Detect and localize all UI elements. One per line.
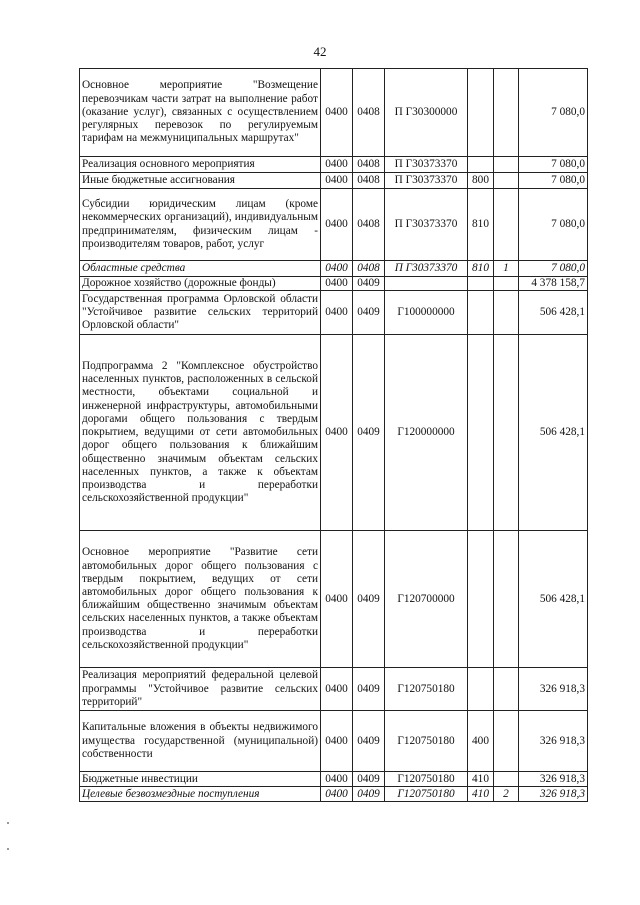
funding-source-cell: [494, 189, 519, 261]
amount-cell: 7 080,0: [519, 173, 588, 189]
subsection-code-cell: 0409: [353, 531, 385, 668]
expense-type-cell: [468, 531, 494, 668]
target-article-cell: Г120750180: [385, 711, 468, 772]
expense-type-cell: [468, 157, 494, 173]
subsection-code-cell: 0409: [353, 711, 385, 772]
expense-type-cell: 400: [468, 711, 494, 772]
target-article-cell: [385, 277, 468, 291]
funding-source-cell: [494, 531, 519, 668]
amount-cell: 4 378 158,7: [519, 277, 588, 291]
table-row: [80, 291, 588, 335]
table-row: [80, 772, 588, 787]
table-row: [80, 531, 588, 668]
section-code-cell: 0400: [321, 261, 353, 277]
table-row: [80, 157, 588, 173]
section-code-cell: 0400: [321, 277, 353, 291]
table-row: [80, 277, 588, 291]
funding-source-cell: [494, 772, 519, 787]
subsection-code-cell: 0408: [353, 189, 385, 261]
amount-cell: 326 918,3: [519, 668, 588, 711]
amount-cell: 506 428,1: [519, 335, 588, 531]
table-row: [80, 173, 588, 189]
amount-cell: 7 080,0: [519, 69, 588, 157]
row-name-cell: Областные средства: [80, 261, 321, 277]
section-code-cell: 0400: [321, 157, 353, 173]
row-name-cell: Дорожное хозяйство (дорожные фонды): [80, 277, 321, 291]
target-article-cell: Г120750180: [385, 668, 468, 711]
amount-cell: 7 080,0: [519, 261, 588, 277]
subsection-code-cell: 0409: [353, 277, 385, 291]
table-row: [80, 787, 588, 802]
section-code-cell: 0400: [321, 531, 353, 668]
expense-type-cell: 810: [468, 189, 494, 261]
subsection-code-cell: 0409: [353, 291, 385, 335]
row-name-cell: Субсидии юридическим лицам (кроме некоммерческих организаций), индивидуальным предпринимателям, физическим лицам - производителям товаров, работ, услуг: [80, 189, 321, 261]
funding-source-cell: [494, 173, 519, 189]
subsection-code-cell: 0408: [353, 261, 385, 277]
section-code-cell: 0400: [321, 772, 353, 787]
funding-source-cell: [494, 335, 519, 531]
subsection-code-cell: 0409: [353, 787, 385, 802]
target-article-cell: Г120000000: [385, 335, 468, 531]
section-code-cell: 0400: [321, 173, 353, 189]
table-row: [80, 189, 588, 261]
funding-source-cell: [494, 157, 519, 173]
funding-source-cell: [494, 277, 519, 291]
row-name-cell: Целевые безвозмездные поступления: [80, 787, 321, 802]
section-code-cell: 0400: [321, 335, 353, 531]
target-article-cell: П Г30373370: [385, 173, 468, 189]
target-article-cell: Г120700000: [385, 531, 468, 668]
section-code-cell: 0400: [321, 291, 353, 335]
expense-type-cell: [468, 69, 494, 157]
target-article-cell: П Г30373370: [385, 189, 468, 261]
subsection-code-cell: 0409: [353, 335, 385, 531]
table-row: [80, 261, 588, 277]
section-code-cell: 0400: [321, 189, 353, 261]
subsection-code-cell: 0408: [353, 157, 385, 173]
funding-source-cell: [494, 711, 519, 772]
table-row: [80, 69, 588, 157]
row-name-cell: Основное мероприятие "Развитие сети автомобильных дорог общего пользования с твердым покрытием, ведущих от сети автомобильных дорог общего пользования к ближайшим общественно значимым объектам сельских населенных пунктов, а также объектам производства и переработки сельскохозяйственной продукции": [80, 531, 321, 668]
section-code-cell: 0400: [321, 711, 353, 772]
table-row: [80, 711, 588, 772]
table-body: [80, 69, 588, 802]
funding-source-cell: [494, 668, 519, 711]
target-article-cell: Г100000000: [385, 291, 468, 335]
funding-source-cell: [494, 291, 519, 335]
target-article-cell: Г120750180: [385, 772, 468, 787]
row-name-cell: Реализация мероприятий федеральной целевой программы "Устойчивое развитие сельских территорий": [80, 668, 321, 711]
expense-type-cell: 410: [468, 787, 494, 802]
budget-table: [79, 68, 588, 802]
expense-type-cell: [468, 668, 494, 711]
expense-type-cell: [468, 291, 494, 335]
table-row: [80, 335, 588, 531]
amount-cell: 7 080,0: [519, 189, 588, 261]
amount-cell: 506 428,1: [519, 531, 588, 668]
row-name-cell: Реализация основного мероприятия: [80, 157, 321, 173]
amount-cell: 326 918,3: [519, 787, 588, 802]
target-article-cell: П Г30373370: [385, 157, 468, 173]
row-name-cell: Бюджетные инвестиции: [80, 772, 321, 787]
expense-type-cell: [468, 335, 494, 531]
target-article-cell: Г120750180: [385, 787, 468, 802]
row-name-cell: Основное мероприятие "Возмещение перевозчикам части затрат на выполнение работ (оказание услуг), связанных с осуществлением регулярных перевозок по регулируемым тарифам на межмуниципальных маршрутах": [80, 69, 321, 157]
amount-cell: 326 918,3: [519, 772, 588, 787]
row-name-cell: Государственная программа Орловской области "Устойчивое развитие сельских территорий Орловской области": [80, 291, 321, 335]
margin-mark: [7, 822, 9, 824]
funding-source-cell: [494, 69, 519, 157]
funding-source-cell: 1: [494, 261, 519, 277]
subsection-code-cell: 0408: [353, 69, 385, 157]
expense-type-cell: [468, 277, 494, 291]
margin-mark: [7, 848, 9, 850]
amount-cell: 7 080,0: [519, 157, 588, 173]
row-name-cell: Капитальные вложения в объекты недвижимого имущества государственной (муниципальной) собственности: [80, 711, 321, 772]
expense-type-cell: 810: [468, 261, 494, 277]
expense-type-cell: 410: [468, 772, 494, 787]
table-row: [80, 668, 588, 711]
subsection-code-cell: 0409: [353, 668, 385, 711]
row-name-cell: Иные бюджетные ассигнования: [80, 173, 321, 189]
amount-cell: 326 918,3: [519, 711, 588, 772]
row-name-cell: Подпрограмма 2 "Комплексное обустройство населенных пунктов, расположенных в сельской местности, объектами социальной и инженерной инфраструктуры, автомобильными дорогами общего пользования с твердым покрытием, ведущими от сети автомобильных дорог общего пользования к ближайшим общественно значимым объектам сельских населенных пунктов, а также к объектам производства и переработки сельскохозяйственной продукции": [80, 335, 321, 531]
amount-cell: 506 428,1: [519, 291, 588, 335]
section-code-cell: 0400: [321, 787, 353, 802]
subsection-code-cell: 0409: [353, 772, 385, 787]
expense-type-cell: 800: [468, 173, 494, 189]
subsection-code-cell: 0408: [353, 173, 385, 189]
section-code-cell: 0400: [321, 668, 353, 711]
funding-source-cell: 2: [494, 787, 519, 802]
section-code-cell: 0400: [321, 69, 353, 157]
page-number: 42: [313, 44, 327, 59]
target-article-cell: П Г30373370: [385, 261, 468, 277]
target-article-cell: П Г30300000: [385, 69, 468, 157]
